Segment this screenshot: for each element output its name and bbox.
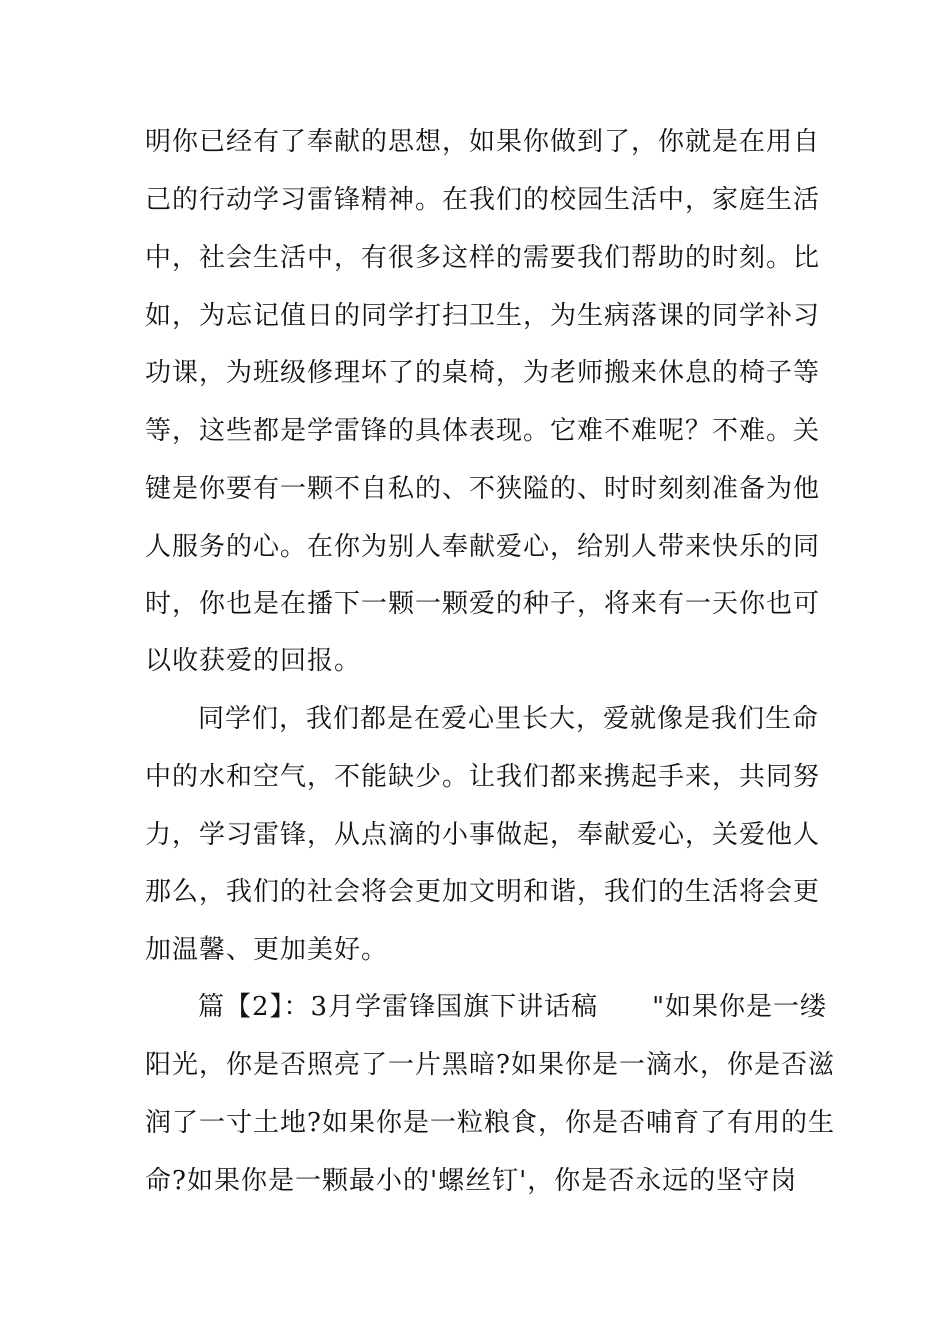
text-line: 明你已经有了奉献的思想，如果你做到了，你就是在用自 xyxy=(145,127,821,157)
text-line: 中的水和空气，不能缺少。让我们都来携起手来，共同努 xyxy=(145,762,821,792)
text-line: 中，社会生活中，有很多这样的需要我们帮助的时刻。比 xyxy=(145,243,821,273)
text-line: 以收获爱的回报。 xyxy=(145,646,362,676)
text-line: 命?如果你是一颗最小的'螺丝钉'，你是否永远的坚守岗 xyxy=(145,1166,798,1196)
text-line: 键是你要有一颗不自私的、不狭隘的、时时刻刻准备为他 xyxy=(145,474,821,504)
text-line: 加温馨、更加美好。 xyxy=(145,935,389,965)
text-line: 那么，我们的社会将会更加文明和谐，我们的生活将会更 xyxy=(145,877,821,907)
text-line: 如，为忘记值日的同学打扫卫生，为生病落课的同学补习 xyxy=(145,301,821,331)
paragraph-start-line: 同学们，我们都是在爱心里长大，爱就像是我们生命 xyxy=(198,704,820,734)
text-line: 等，这些都是学雷锋的具体表现。它难不难呢？不难。关 xyxy=(145,416,821,446)
text-line: 己的行动学习雷锋精神。在我们的校园生活中，家庭生活 xyxy=(145,185,821,215)
text-line: 力，学习雷锋，从点滴的小事做起，奉献爱心，关爱他人 xyxy=(145,820,821,850)
text-line: 时，你也是在播下一颗一颗爱的种子，将来有一天你也可 xyxy=(145,589,821,619)
section-heading-line: 篇【2】：3月学雷锋国旗下讲话稿 "如果你是一缕 xyxy=(198,992,828,1022)
text-line: 功课，为班级修理坏了的桌椅，为老师搬来休息的椅子等 xyxy=(145,358,821,388)
text-line: 人服务的心。在你为别人奉献爱心，给别人带来快乐的同 xyxy=(145,532,821,562)
text-line: 润了一寸土地?如果你是一粒粮食，你是否哺育了有用的生 xyxy=(145,1108,835,1138)
text-line: 阳光，你是否照亮了一片黑暗?如果你是一滴水，你是否滋 xyxy=(145,1050,835,1080)
